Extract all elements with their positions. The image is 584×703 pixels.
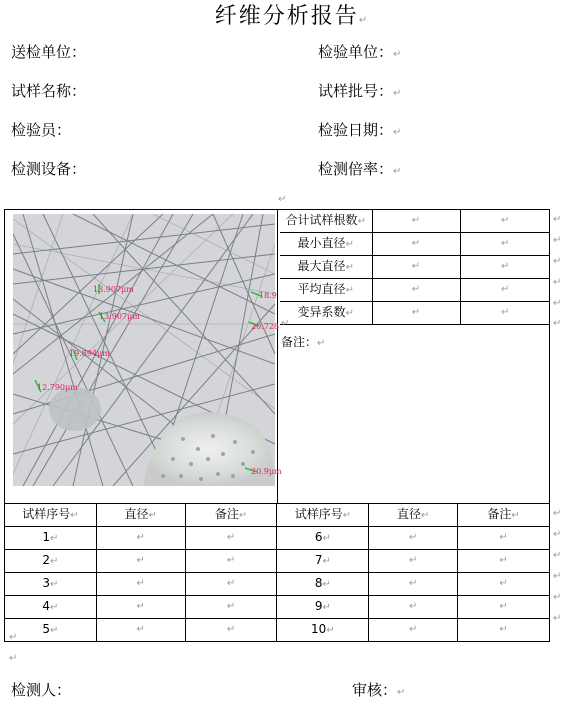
field-equipment [11, 159, 86, 179]
paragraph-mark: ↵ [553, 256, 562, 267]
paragraph-mark: ↵ [9, 632, 18, 643]
sample-note: ↵ [458, 619, 550, 642]
sample-diameter: ↵ [96, 550, 185, 573]
stats-row [280, 279, 550, 302]
table-row [5, 527, 550, 550]
paragraph-mark: ↵ [358, 15, 370, 26]
field-label: 试样名称： [11, 82, 87, 100]
paragraph-mark: ↵ [322, 533, 331, 544]
measure-label: 12.790μm [37, 383, 78, 392]
table-row [5, 573, 550, 596]
sample-id-text: 1 [42, 530, 51, 544]
field-inspector [11, 120, 71, 140]
paragraph-mark: ↵ [50, 579, 59, 590]
fiber-micrograph [13, 214, 282, 486]
paragraph-mark: ↵ [553, 550, 562, 561]
stats-label [280, 233, 372, 256]
field-sample-batch [318, 81, 401, 104]
sample-id-text: 7 [314, 553, 323, 567]
stats-label [280, 279, 372, 302]
field-label: 试样批号： [318, 82, 394, 100]
paragraph-mark: ↵ [553, 571, 562, 582]
paragraph-mark: ↵ [553, 277, 562, 288]
stats-row [280, 256, 550, 279]
sample-diameter: ↵ [369, 619, 458, 642]
paragraph-mark: ↵ [9, 653, 18, 664]
measure-label: 13.907μm [93, 285, 134, 294]
sample-id-text: 6 [314, 530, 323, 544]
table-row [5, 619, 550, 642]
column-header-text: 试样序号 [22, 507, 71, 521]
paragraph-mark: ↵ [322, 556, 331, 567]
paragraph-mark: ↵ [345, 239, 354, 250]
paragraph-mark: ↵ [421, 510, 430, 521]
paragraph-mark: ↵ [393, 166, 402, 177]
sample-note: ↵ [185, 619, 277, 642]
stats-value: ↵ [372, 279, 460, 302]
stats-label-text: 变异系数 [297, 305, 346, 319]
column-header-text: 直径 [124, 507, 149, 521]
notes-area [281, 318, 325, 350]
column-divider [277, 209, 278, 504]
paragraph-mark: ↵ [553, 318, 562, 329]
paragraph-mark: ↵ [50, 625, 59, 636]
footer-tester-label: 检测人： [11, 681, 72, 699]
sample-id [5, 550, 97, 573]
sample-id-text: 2 [42, 553, 51, 567]
column-header [458, 504, 550, 527]
paragraph-mark: ↵ [345, 308, 354, 319]
sample-id-text: 5 [42, 622, 51, 636]
stats-label-text: 最大直径 [297, 259, 346, 273]
stats-value: ↵ [460, 279, 550, 302]
paragraph-mark: ↵ [326, 625, 335, 636]
paragraph-mark: ↵ [553, 214, 562, 225]
sample-diameter: ↵ [96, 619, 185, 642]
measure-label: 18.9 [259, 291, 277, 300]
field-inspect-unit [318, 42, 401, 65]
column-header-text: 直径 [397, 507, 422, 521]
footer-tester [11, 680, 71, 700]
sample-note: ↵ [185, 527, 277, 550]
stats-table [280, 210, 550, 325]
paragraph-mark: ↵ [322, 579, 331, 590]
samples-header-row [5, 504, 550, 527]
paragraph-mark: ↵ [317, 338, 326, 349]
stats-row [280, 233, 550, 256]
paragraph-mark: ↵ [238, 510, 248, 521]
stats-label-text: 最小直径 [297, 236, 346, 250]
field-sample-name [11, 81, 86, 101]
sample-id-text: 4 [42, 599, 51, 613]
paragraph-mark: ↵ [278, 194, 287, 205]
measure-label: 20.9μm [251, 467, 282, 476]
table-row [5, 596, 550, 619]
paragraph-mark: ↵ [553, 529, 562, 540]
stats-value: ↵ [460, 210, 550, 233]
column-header-text: 试样序号 [294, 507, 343, 521]
paragraph-mark: ↵ [357, 216, 366, 227]
sample-note: ↵ [185, 573, 277, 596]
sample-note: ↵ [185, 596, 277, 619]
sample-id-text: 10 [311, 622, 327, 636]
column-header [369, 504, 458, 527]
paragraph-mark: ↵ [553, 235, 562, 246]
paragraph-mark: ↵ [322, 602, 331, 613]
sample-id [277, 573, 369, 596]
stats-value: ↵ [372, 256, 460, 279]
paragraph-mark: ↵ [148, 510, 157, 521]
sample-id [277, 527, 369, 550]
paragraph-mark: ↵ [393, 88, 402, 99]
notes-label-text: 备注： [281, 335, 318, 349]
samples-table [4, 504, 550, 642]
sample-id [277, 619, 369, 642]
column-header-text: 备注 [214, 507, 239, 521]
sample-note: ↵ [458, 527, 550, 550]
stats-label-text: 平均直径 [297, 282, 346, 296]
paragraph-mark: ↵ [393, 127, 402, 138]
sample-id-text: 8 [314, 576, 323, 590]
paragraph-mark: ↵ [553, 298, 562, 309]
stats-value: ↵ [460, 233, 550, 256]
stats-row [280, 210, 550, 233]
sample-id [5, 619, 97, 642]
table-row [5, 550, 550, 573]
notes-label [281, 333, 325, 350]
sample-note: ↵ [458, 550, 550, 573]
field-label: 检测设备： [11, 160, 87, 178]
sample-diameter: ↵ [369, 550, 458, 573]
footer-reviewer [352, 680, 405, 703]
measure-label: 20.728 [251, 322, 279, 331]
sample-note: ↵ [458, 596, 550, 619]
sample-id [5, 596, 97, 619]
paragraph-mark: ↵ [50, 556, 59, 567]
paragraph-mark: ↵ [70, 510, 79, 521]
report-title-text: 纤维分析报告 [214, 4, 359, 29]
measure-label: 19.894μm [69, 349, 110, 358]
sample-diameter: ↵ [369, 527, 458, 550]
field-label: 检验员： [11, 121, 72, 139]
field-sender-unit [11, 42, 86, 62]
sample-id-text: 9 [314, 599, 323, 613]
stats-label [280, 210, 372, 233]
footer-reviewer-label: 审核： [352, 681, 398, 699]
column-header [96, 504, 185, 527]
paragraph-mark: ↵ [397, 687, 406, 698]
paragraph-mark: ↵ [50, 533, 59, 544]
stats-label [280, 256, 372, 279]
stats-value: ↵ [460, 256, 550, 279]
stats-value: ↵ [372, 302, 460, 325]
sample-id-text: 3 [42, 576, 51, 590]
paragraph-mark: ↵ [553, 613, 562, 624]
field-label: 检验单位： [318, 43, 394, 61]
paragraph-mark: ↵ [345, 285, 354, 296]
sample-diameter: ↵ [96, 596, 185, 619]
stats-value: ↵ [372, 210, 460, 233]
sample-diameter: ↵ [96, 527, 185, 550]
paragraph-mark: ↵ [553, 508, 562, 519]
column-header [5, 504, 97, 527]
stats-value: ↵ [372, 233, 460, 256]
measure-label: 13.907μm [99, 312, 140, 321]
sample-diameter: ↵ [96, 573, 185, 596]
paragraph-mark: ↵ [553, 592, 562, 603]
sample-id [277, 596, 369, 619]
sample-id [277, 550, 369, 573]
sample-id [5, 573, 97, 596]
paragraph-mark: ↵ [281, 318, 290, 329]
column-header [185, 504, 277, 527]
micrograph-svg [13, 214, 282, 486]
paragraph-mark: ↵ [345, 262, 354, 273]
paragraph-mark: ↵ [393, 49, 402, 60]
field-inspect-date [318, 120, 401, 143]
sample-id [5, 527, 97, 550]
paragraph-mark: ↵ [511, 510, 520, 521]
sample-note: ↵ [458, 573, 550, 596]
paragraph-mark: ↵ [50, 602, 59, 613]
field-label: 检验日期： [318, 121, 394, 139]
field-label: 送检单位： [11, 43, 87, 61]
stats-value: ↵ [460, 302, 550, 325]
report-title [0, 2, 584, 36]
field-magnification [318, 159, 401, 182]
fiber-clump [49, 387, 101, 431]
paragraph-mark: ↵ [342, 510, 352, 521]
sample-note: ↵ [185, 550, 277, 573]
sample-diameter: ↵ [369, 596, 458, 619]
field-label: 检测倍率： [318, 160, 394, 178]
sample-diameter: ↵ [369, 573, 458, 596]
column-header [277, 504, 369, 527]
column-header-text: 备注 [487, 507, 512, 521]
stats-label-text: 合计试样根数 [285, 213, 358, 227]
